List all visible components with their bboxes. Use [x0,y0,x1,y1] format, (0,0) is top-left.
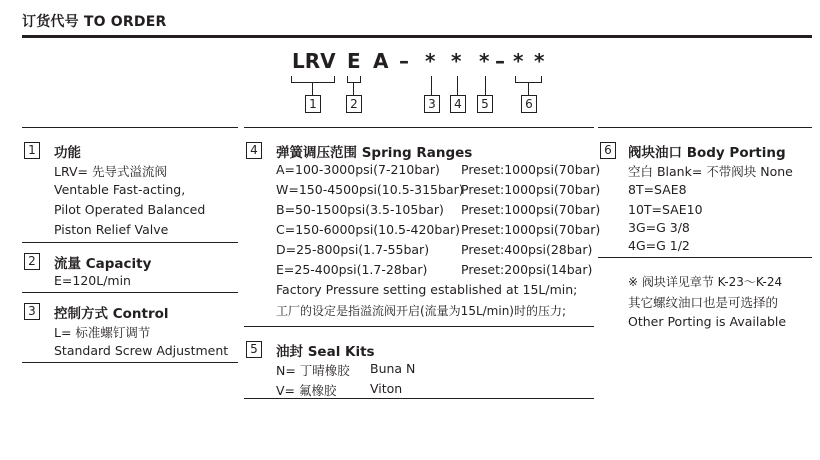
code-part-a: A [373,49,389,73]
control-bottom-rule [22,362,238,363]
spring-range-b: B=50-1500psi(3.5-105bar) [276,202,444,217]
spring-range-w: W=150-4500psi(10.5-315bar) [276,182,464,197]
spring-preset-b: Preset:1000psi(70bar) [461,202,601,217]
bracket-6 [515,76,542,83]
spring-range-c: C=150-6000psi(10.5-420bar) [276,222,460,237]
stem-4 [431,76,432,95]
stem-1 [312,83,313,95]
control-title: 控制方式 Control [54,306,169,322]
porting-line-8t: 8T=SAE8 [628,182,687,197]
spring-range-d: D=25-800psi(1.7-55bar) [276,242,430,257]
bracket-2 [347,76,361,83]
code-part-star-6a: * [513,49,524,73]
code-part-e: E [347,49,361,73]
porting-note-3: Other Porting is Available [628,314,787,329]
code-part-star-4: * [425,49,436,73]
spring-note-en: Factory Pressure setting established at 15L/min; [276,282,578,297]
code-part-star-5b: * [479,49,490,73]
seal-code-v: V= 氟橡胶 [276,383,337,398]
capacity-bottom-rule [22,292,238,293]
spring-top-rule [244,127,594,128]
seal-bottom-rule [244,398,594,399]
seal-name-n: Buna N [370,361,416,376]
spring-preset-d: Preset:400psi(28bar) [461,242,593,257]
function-bottom-rule [22,242,238,243]
seal-code-n: N= 丁晴橡胶 [276,363,350,378]
stem-7 [528,83,529,95]
function-line-4: Piston Relief Valve [54,222,169,237]
function-line-2: Ventable Fast-acting, [54,182,186,197]
stem-2 [353,83,354,95]
porting-line-3g: 3G=G 3/8 [628,220,690,235]
code-label-2: 2 [346,95,362,113]
page-title: 订货代号 TO ORDER [22,14,167,30]
control-line-2: Standard Screw Adjustment [54,343,229,358]
porting-line-blank: 空白 Blank= 不带阀块 None [628,164,793,179]
spring-title: 弹簧调压范围 Spring Ranges [276,145,473,161]
code-part-lrv: LRV [292,49,336,73]
function-top-rule [22,127,238,128]
capacity-number: 2 [24,253,40,270]
porting-title: 阀块油口 Body Porting [628,145,786,161]
spring-number: 4 [246,142,262,159]
seal-number: 5 [246,341,262,358]
bracket-1 [291,76,335,83]
spring-bottom-rule [244,326,594,327]
spring-preset-w: Preset:1000psi(70bar) [461,182,601,197]
function-number: 1 [24,142,40,159]
spring-range-e: E=25-400psi(1.7-28bar) [276,262,428,277]
porting-number: 6 [600,142,616,159]
code-dash-1: – [399,49,409,73]
porting-note-1: ※ 阀块详见章节 K-23～K-24 [628,275,783,289]
control-number: 3 [24,303,40,320]
function-line-3: Pilot Operated Balanced [54,202,206,217]
control-line-1: L= 标准螺钉调节 [54,325,151,340]
title-rule [22,35,812,38]
spring-preset-c: Preset:1000psi(70bar) [461,222,601,237]
code-label-5: 5 [477,95,493,113]
code-label-3: 3 [424,95,440,113]
code-part-star-5a: * [451,49,462,73]
seal-title: 油封 Seal Kits [276,344,375,360]
stem-6 [485,76,486,95]
code-label-1: 1 [305,95,321,113]
function-title: 功能 [54,145,81,161]
code-dash-2: – [495,49,505,73]
porting-line-4g: 4G=G 1/2 [628,238,690,253]
porting-top-rule [598,127,812,128]
spring-preset-e: Preset:200psi(14bar) [461,262,593,277]
spring-range-a: A=100-3000psi(7-210bar) [276,162,440,177]
capacity-title: 流量 Capacity [54,256,152,272]
seal-name-v: Viton [370,381,403,396]
function-line-1: LRV= 先导式溢流阀 [54,164,167,179]
stem-5 [457,76,458,95]
code-part-star-6b: * [534,49,545,73]
code-label-6: 6 [521,95,537,113]
porting-line-10t: 10T=SAE10 [628,202,703,217]
porting-bottom-rule [598,257,812,258]
capacity-line-1: E=120L/min [54,273,131,288]
spring-note-cn: 工厂的设定是指溢流阀开启(流量为15L/min)时的压力; [276,304,567,318]
code-label-4: 4 [450,95,466,113]
porting-note-2: 其它螺纹油口也是可选择的 [628,295,779,310]
spring-preset-a: Preset:1000psi(70bar) [461,162,601,177]
